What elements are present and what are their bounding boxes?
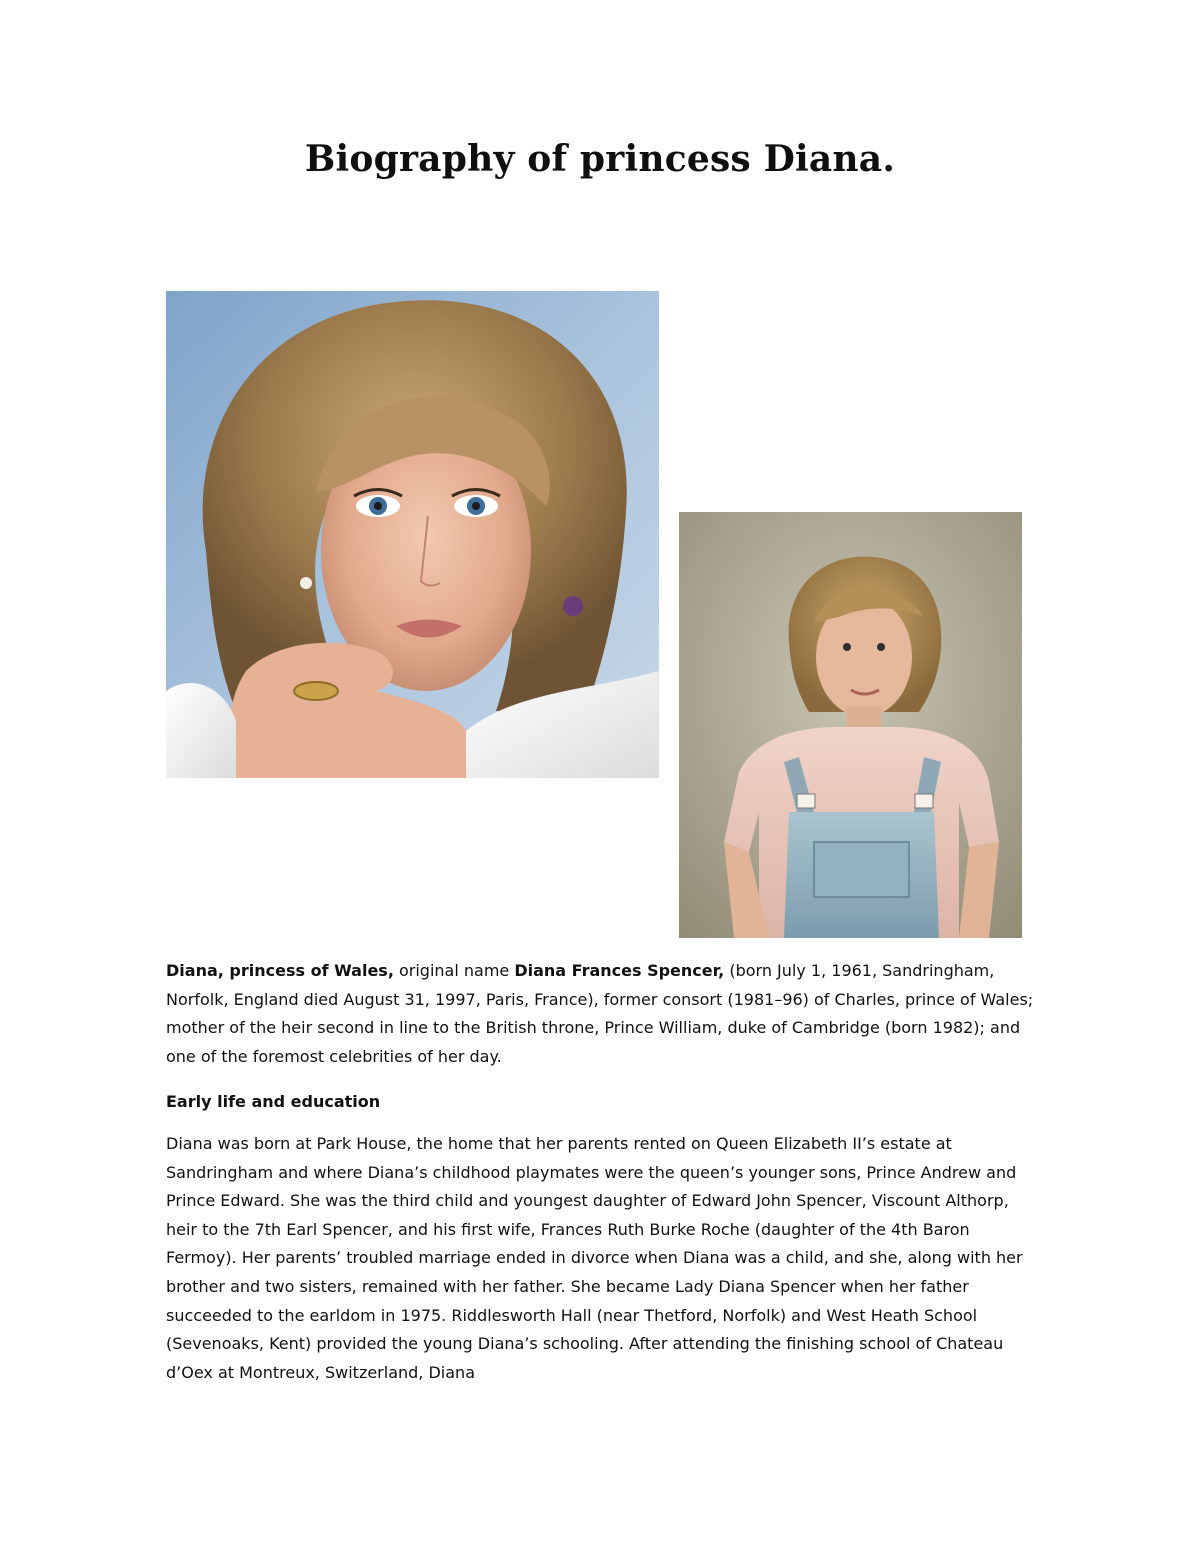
portrait-closeup-drawing — [166, 291, 659, 778]
intro-paragraph — [166, 957, 1036, 1071]
portrait-closeup-image — [166, 291, 659, 778]
early-life-paragraph: Diana was born at Park House, the home that her parents rented on Queen Elizabeth II’s estate at Sandringham and where Diana’s childhood playmates were the queen’s younger sons, Prince Andrew and Prince Edward. She was the third child and youngest daughter of Edward John Spencer, Viscount Althorp, heir to the 7th Earl Spencer, and his first wife, Frances Ruth Burke Roche (daughter of the 4th Baron Fermoy). Her parents’ troubled marriage ended in divorce when Diana was a child, and she, along with her brother and two sisters, remained with her father. She became Lady Diana Spencer when her father succeeded to the earldom in 1975. Riddlesworth Hall (near Thetford, Norfolk) and West Heath School (Sevenoaks, Kent) provided the young Diana’s schooling. After attending the finishing school of Chateau d’Oex at Montreux, Switzerland, Diana — [166, 1134, 1023, 1382]
intro-text-2: (born July 1, 1961, Sandringham, Norfolk, England died August 31, 1997, Paris, France), former consort (1981–96) of Charles, prince of Wales; mother of the heir second in line to the British throne, Prince William, duke of Cambridge (born 1982); and one of the foremost celebrities of her day. — [166, 961, 1034, 1066]
intro-bold-name: Diana, princess of Wales, — [166, 961, 394, 980]
section-heading: Early life and education — [166, 1092, 381, 1111]
portrait-overalls-drawing — [679, 512, 1022, 938]
intro-text-1: original name — [393, 961, 515, 980]
portrait-overalls-image — [679, 512, 1022, 938]
page-title: Biography of princess Diana. — [304, 138, 896, 180]
intro-bold-original-name: Diana Frances Spencer, — [514, 961, 725, 980]
